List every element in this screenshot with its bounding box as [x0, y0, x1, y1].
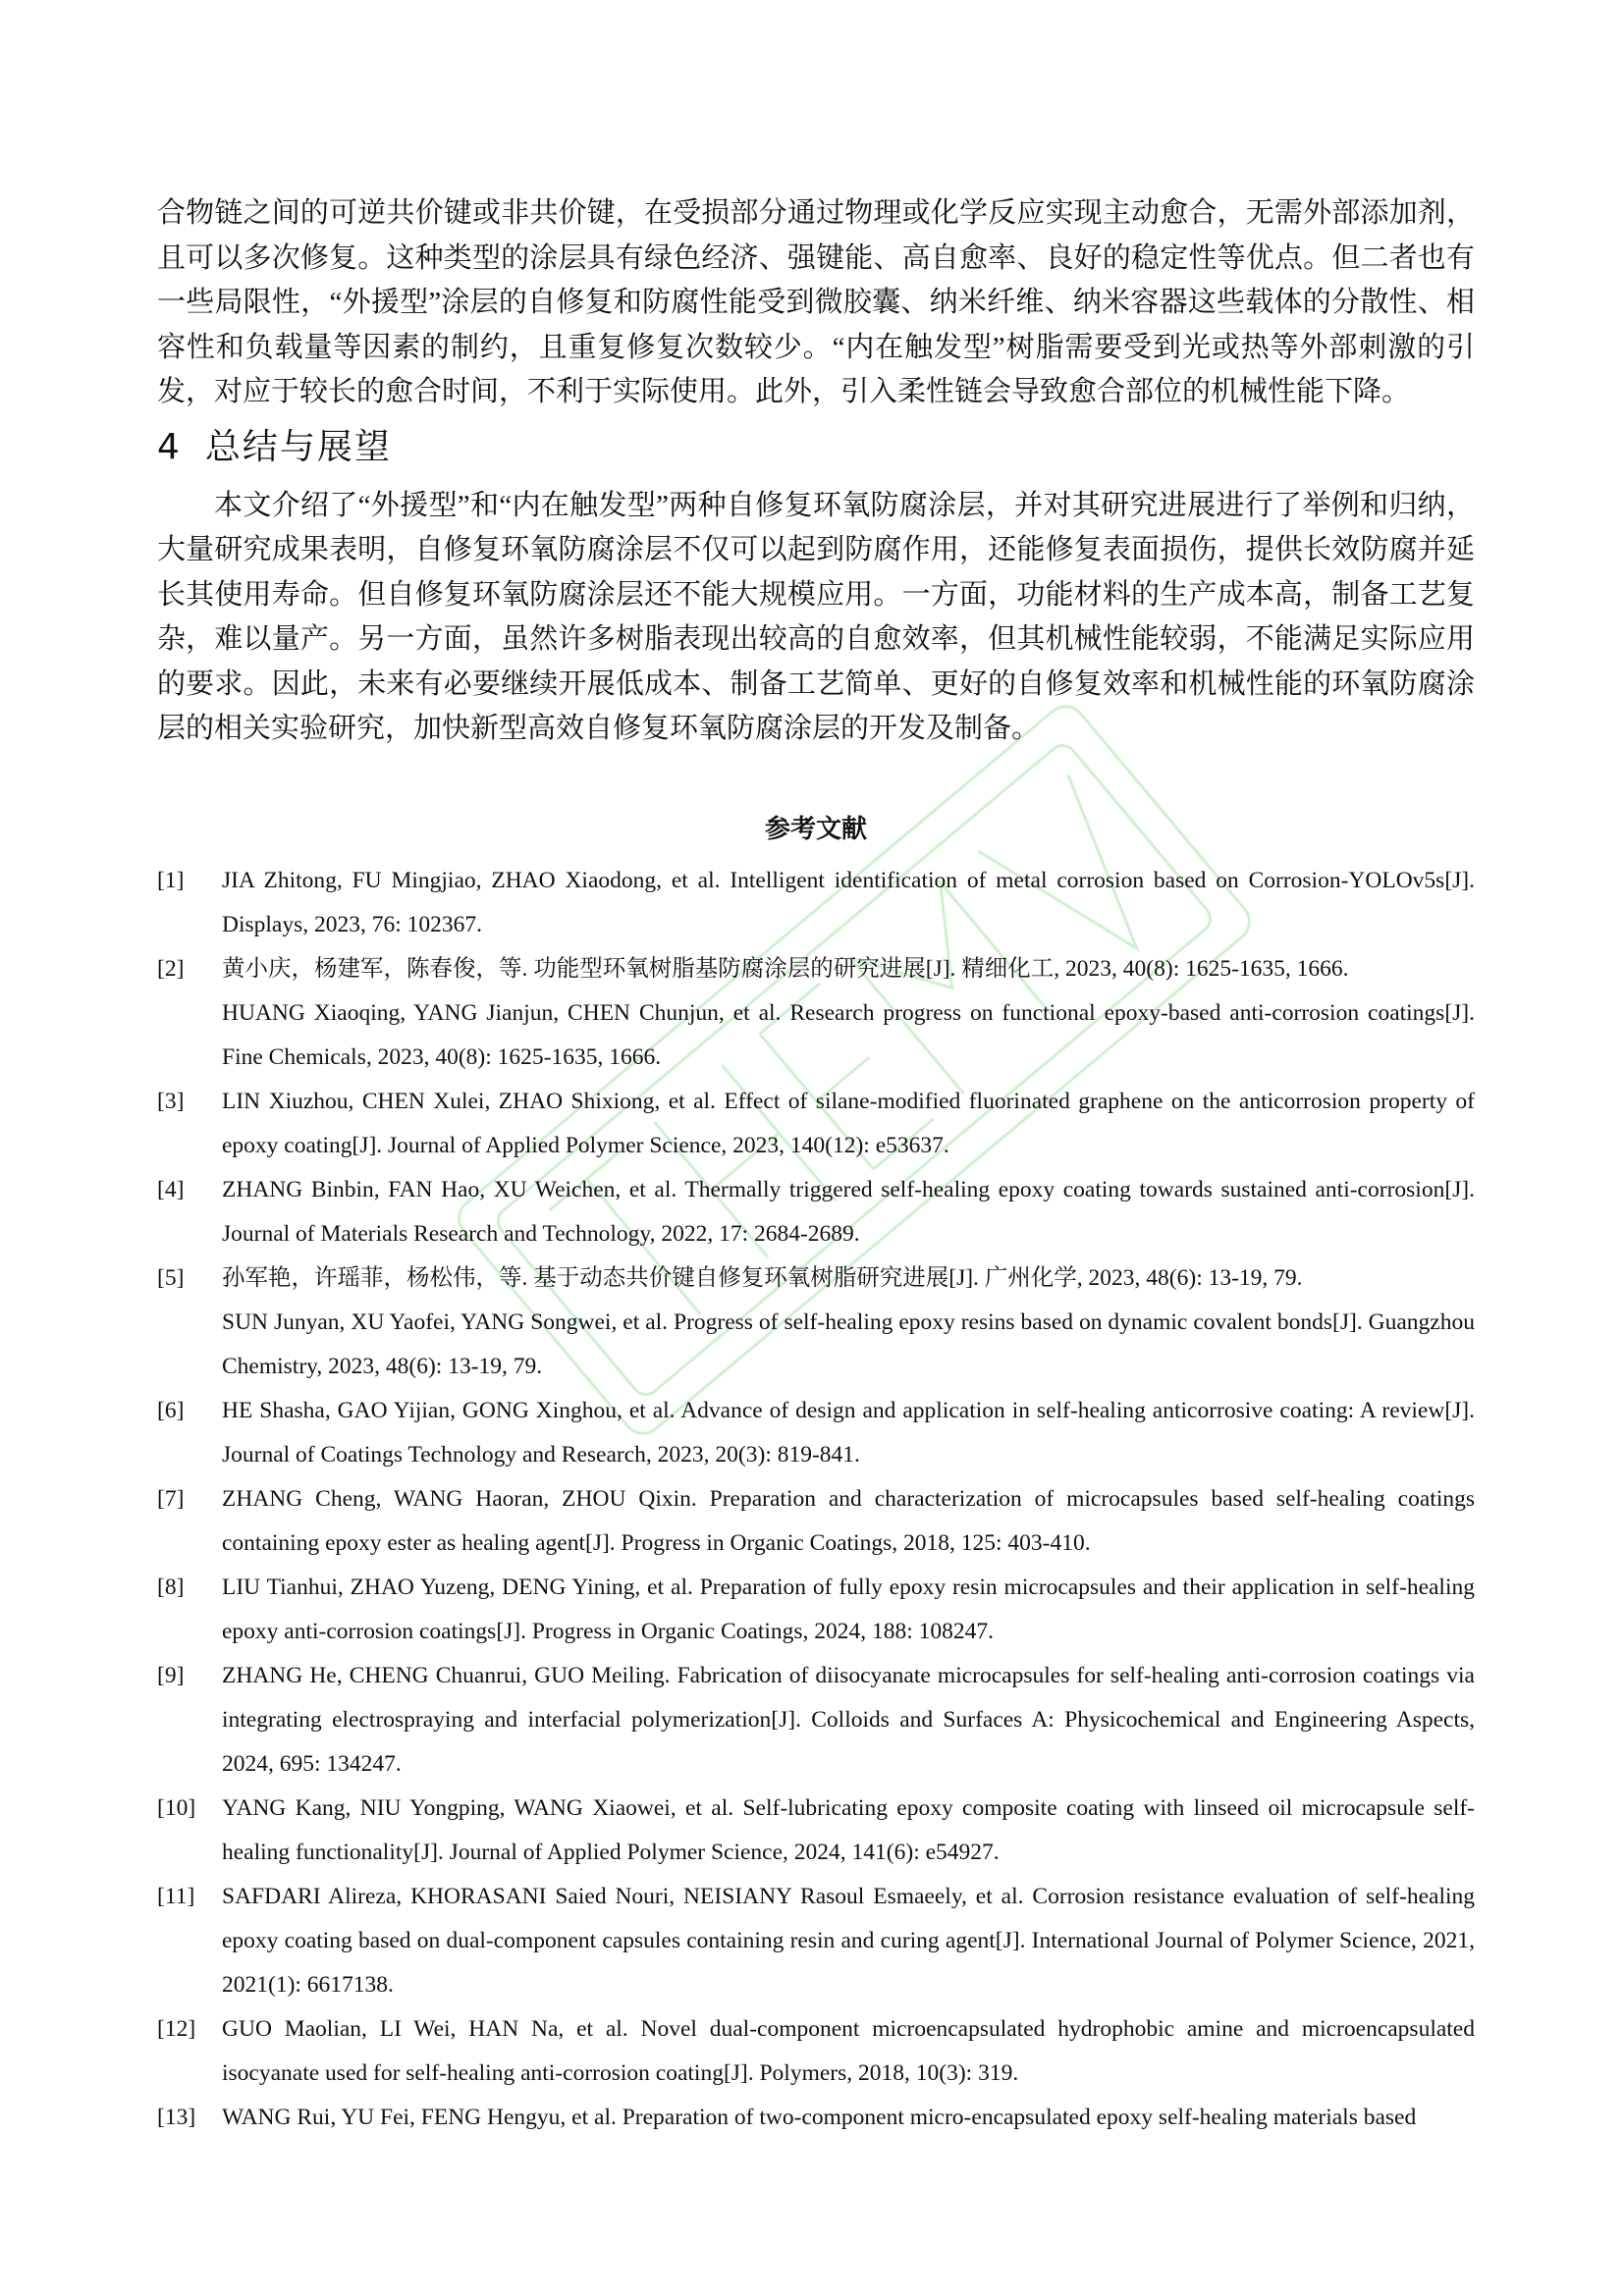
reference-text [222, 859, 1475, 947]
reference-item [157, 1875, 1475, 2007]
reference-line: LIU Tianhui, ZHAO Yuzeng, DENG Yining, et al. Preparation of fully epoxy resin microcapsules and their application in self-healing epoxy anti-corrosion coatings[J]. Progress in Organic Coatings, 2024, 188: 108247. [222, 1574, 1475, 1644]
reference-text [222, 2096, 1475, 2140]
reference-line: 黄小庆，杨建军，陈春俊，等. 功能型环氧树脂基防腐涂层的研究进展[J]. 精细化工, 2023, 40(8): 1625-1635, 1666. [222, 955, 1349, 982]
reference-number: [10] [157, 1794, 196, 1821]
body-paragraph: 合物链之间的可逆共价键或非共价键，在受损部分通过物理或化学反应实现主动愈合，无需外部添加剂，且可以多次修复。这种类型的涂层具有绿色经济、强键能、高自愈率、良好的稳定性等优点。但二者也有一些局限性，“外援型”涂层的自修复和防腐性能受到微胶囊、纳米纤维、纳米容器这些载体的分散性、相容性和负载量等因素的制约，且重复修复次数较少。“内在触发型”树脂需要受到光或热等外部刺激的引发，对应于较长的愈合时间，不利于实际使用。此外，引入柔性链会导致愈合部位的机械性能下降。 [157, 197, 1475, 407]
reference-text [222, 1168, 1475, 1256]
reference-item [157, 859, 1475, 947]
reference-item [157, 1168, 1475, 1256]
reference-item [157, 1389, 1475, 1477]
reference-text [222, 1080, 1475, 1168]
reference-line: ZHANG Cheng, WANG Haoran, ZHOU Qixin. Preparation and characterization of microcapsules based self-healing coatings containing epoxy ester as healing agent[J]. Progress in Organic Coatings, 2018, 125: 403-410. [222, 1485, 1475, 1556]
reference-number: [9] [157, 1662, 185, 1688]
reference-text [222, 1787, 1475, 1875]
reference-line: LIN Xiuzhou, CHEN Xulei, ZHAO Shixiong, et al. Effect of silane-modified fluorinated graphene on the anticorrosion property of epoxy coating[J]. Journal of Applied Polymer Science, 2023, 140(12): e53637. [222, 1088, 1475, 1158]
reference-line: WANG Rui, YU Fei, FENG Hengyu, et al. Preparation of two-component micro-encapsulated epoxy self-healing materials based [222, 2104, 1417, 2130]
reference-item [157, 1787, 1475, 1875]
reference-item [157, 1654, 1475, 1787]
reference-text [222, 1389, 1475, 1477]
reference-number: [6] [157, 1397, 185, 1423]
reference-item [157, 1080, 1475, 1168]
section-title: 总结与展望 [204, 426, 392, 467]
reference-number: [1] [157, 867, 185, 893]
reference-number: [7] [157, 1485, 185, 1512]
reference-number: [3] [157, 1088, 185, 1114]
reference-text [222, 1477, 1475, 1566]
reference-line: HUANG Xiaoqing, YANG Jianjun, CHEN Chunjun, et al. Research progress on functional epoxy-based anti-corrosion coatings[J]. Fine Chemicals, 2023, 40(8): 1625-1635, 1666. [222, 999, 1475, 1070]
reference-list [157, 859, 1475, 2140]
reference-line: SAFDARI Alireza, KHORASANI Saied Nouri, NEISIANY Rasoul Esmaeely, et al. Corrosion resistance evaluation of self-healing epoxy coating based on dual-component capsules containing resin and curing agent[J]. International Journal of Polymer Science, 2021, 2021(1): 6617138. [222, 1883, 1475, 1998]
page-content [157, 191, 1475, 2140]
section-paragraph: 本文介绍了“外援型”和“内在触发型”两种自修复环氧防腐涂层，并对其研究进展进行了举例和归纳，大量研究成果表明，自修复环氧防腐涂层不仅可以起到防腐作用，还能修复表面损伤，提供长效防腐并延长其使用寿命。但自修复环氧防腐涂层还不能大规模应用。一方面，功能材料的生产成本高，制备工艺复杂，难以量产。另一方面，虽然许多树脂表现出较高的自愈效率，但其机械性能较弱，不能满足实际应用的要求。因此，未来有必要继续开展低成本、制备工艺简单、更好的自修复效率和机械性能的环氧防腐涂层的相关实验研究，加快新型高效自修复环氧防腐涂层的开发及制备。 [157, 489, 1475, 744]
reference-line: HE Shasha, GAO Yijian, GONG Xinghou, et al. Advance of design and application in self-healing anticorrosive coating: A review[J]. Journal of Coatings Technology and Research, 2023, 20(3): 819-841. [222, 1397, 1475, 1468]
reference-number: [2] [157, 955, 185, 982]
reference-text [222, 2007, 1475, 2096]
reference-text [222, 1566, 1475, 1654]
reference-line: GUO Maolian, LI Wei, HAN Na, et al. Novel dual-component microencapsulated hydrophobic amine and microencapsulated isocyanate used for self-healing anti-corrosion coating[J]. Polymers, 2018, 10(3): 319. [222, 2015, 1475, 2086]
reference-number: [13] [157, 2104, 196, 2130]
reference-text [222, 1654, 1475, 1787]
reference-line: YANG Kang, NIU Yongping, WANG Xiaowei, et al. Self-lubricating epoxy composite coating with linseed oil microcapsule self-healing functionality[J]. Journal of Applied Polymer Science, 2024, 141(6): e54927. [222, 1794, 1475, 1865]
reference-item [157, 2007, 1475, 2096]
reference-item [157, 1566, 1475, 1654]
reference-number: [11] [157, 1883, 195, 1909]
reference-line: ZHANG Binbin, FAN Hao, XU Weichen, et al. Thermally triggered self-healing epoxy coating towards sustained anti-corrosion[J]. Journal of Materials Research and Technology, 2022, 17: 2684-2689. [222, 1176, 1475, 1247]
references-title: 参考文献 [764, 814, 867, 844]
reference-item [157, 2096, 1475, 2140]
reference-line: 孙军艳，许瑶菲，杨松伟，等. 基于动态共价键自修复环氧树脂研究进展[J]. 广州化学, 2023, 48(6): 13-19, 79. [222, 1264, 1303, 1291]
reference-item [157, 947, 1475, 1080]
reference-line: SUN Junyan, XU Yaofei, YANG Songwei, et al. Progress of self-healing epoxy resins based on dynamic covalent bonds[J]. Guangzhou Chemistry, 2023, 48(6): 13-19, 79. [222, 1308, 1475, 1379]
reference-text [222, 1875, 1475, 2007]
reference-text [222, 947, 1475, 1080]
reference-line: JIA Zhitong, FU Mingjiao, ZHAO Xiaodong, et al. Intelligent identification of metal corrosion based on Corrosion-YOLOv5s[J]. Displays, 2023, 76: 102367. [222, 867, 1475, 937]
reference-number: [5] [157, 1264, 185, 1291]
reference-number: [4] [157, 1176, 185, 1202]
reference-number: [8] [157, 1574, 185, 1600]
reference-item [157, 1256, 1475, 1389]
reference-text [222, 1256, 1475, 1389]
reference-line: ZHANG He, CHENG Chuanrui, GUO Meiling. Fabrication of diisocyanate microcapsules for self-healing anti-corrosion coatings via integrating electrospraying and interfacial polymerization[J]. Colloids and Surfaces A: Physicochemical and Engineering Aspects, 2024, 695: 134247. [222, 1662, 1475, 1777]
reference-number: [12] [157, 2015, 196, 2042]
section-heading [157, 425, 1475, 470]
reference-item [157, 1477, 1475, 1566]
section-number: 4 [157, 426, 182, 467]
